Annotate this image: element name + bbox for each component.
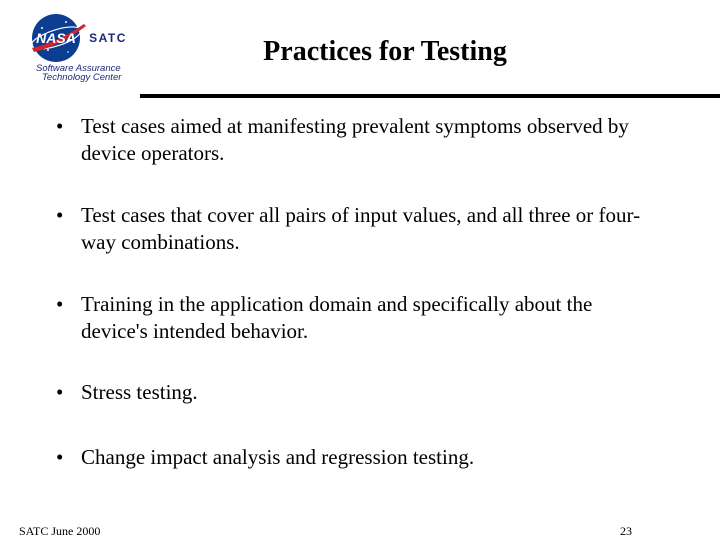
title-divider: [140, 94, 720, 98]
footer-date: SATC June 2000: [19, 524, 101, 538]
bullet-marker: •: [56, 380, 64, 404]
satc-logo: [28, 12, 132, 82]
slide-title: Practices for Testing: [263, 36, 507, 67]
logo-line-software-assurance: Software Assurance: [36, 63, 121, 74]
bullet-marker: •: [56, 292, 64, 316]
bullet-text: Test cases aimed at manifesting prevalent symptoms observed by device operators.: [81, 114, 629, 165]
nasa-meatball-icon: [28, 12, 132, 64]
bullet-marker: •: [56, 445, 64, 469]
bullet-marker: •: [56, 114, 64, 138]
nasa-badge-text: NASA: [36, 30, 76, 46]
bullet-text: Training in the application domain and specifically about the device's intended behavior.: [81, 292, 593, 343]
bullet-marker: •: [56, 203, 64, 227]
satc-logo-text: SATC: [89, 31, 127, 45]
logo-line-technology-center: Technology Center: [42, 72, 122, 83]
bullet-text: Change impact analysis and regression testing.: [81, 445, 475, 469]
bullet-text: Test cases that cover all pairs of input values, and all three or four-way combinations.: [81, 203, 641, 254]
bullet-text: Stress testing.: [81, 380, 198, 404]
page-number: 23: [620, 524, 632, 538]
